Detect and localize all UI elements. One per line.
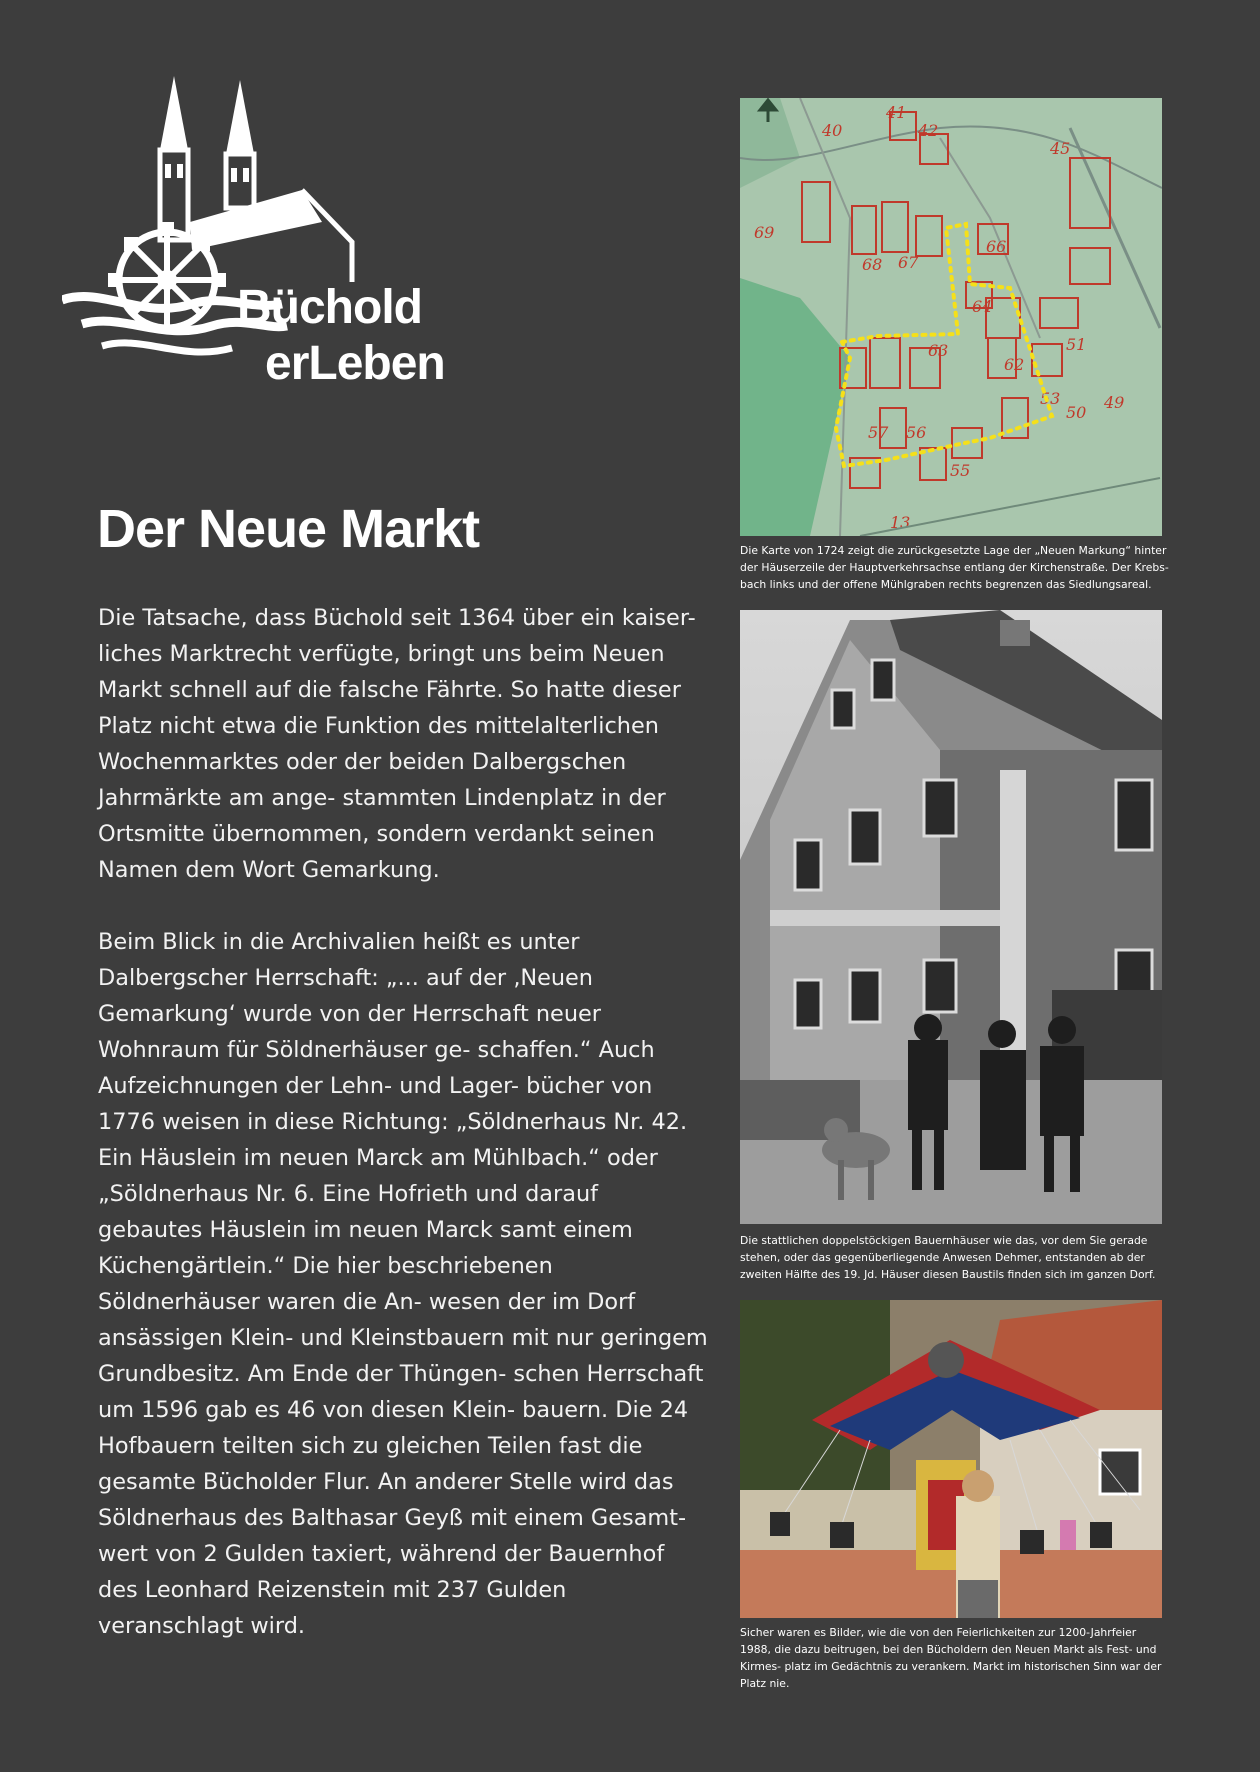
farmhouse-photo: [740, 610, 1162, 1224]
page-title: Der Neue Markt: [97, 499, 480, 559]
map-number: 56: [906, 423, 927, 442]
logo-text-erleben: erLeben: [265, 337, 445, 390]
map-number: 49: [1104, 393, 1125, 412]
map-number: 41: [886, 103, 907, 122]
paragraph: Die Tatsache, dass Büchold seit 1364 über ein kaiser- liches Marktrecht verfügte, bringt uns beim Neuen Markt schnell auf die falsche Fährte. So hatte dieser Platz nicht etwa die Funktion des mittelalterlichen Wochenmarktes oder der beiden Dalbergschen Jahrmärkte am ange- stammten Lindenplatz in der Ortsmitte übernommen, sondern verdankt seinen Namen dem Wort Gemarkung.: [98, 605, 696, 883]
carousel-photo: [740, 1300, 1162, 1618]
logo: [62, 72, 445, 392]
map-number: 64: [972, 297, 993, 316]
map-number: 50: [1066, 403, 1087, 422]
map-number: 69: [754, 223, 775, 242]
map-caption: Die Karte von 1724 zeigt die zurückgesetzte Lage der „Neuen Markung“ hinter der Häuserzeile der Hauptverkehrsachse entlang der Kirchenstraße. Der Krebs- bach links und der offene Mühlgraben rechts begrenzen das Siedlungsareal.: [740, 544, 1169, 591]
map-number: 45: [1050, 139, 1071, 158]
map-number: 57: [868, 423, 889, 442]
historic-map-image: [740, 98, 1162, 536]
logo-text-bueshold: Büchold: [237, 281, 422, 334]
map-number: 63: [928, 341, 949, 360]
map-number: 53: [1040, 389, 1061, 408]
article-body: [98, 600, 708, 1680]
carousel-caption: Sicher waren es Bilder, wie die von den Feierlichkeiten zur 1200-Jahrfeier 1988, die dazu beitrugen, bei den Bücholdern den Neuen Markt als Fest- und Kirmes- platz im Gedächtnis zu verankern. Markt im historischen Sinn war der Platz nie.: [740, 1626, 1162, 1690]
map-number: 62: [1004, 355, 1025, 374]
map-number: 55: [950, 461, 971, 480]
map-number: 42: [918, 121, 939, 140]
map-number: 67: [898, 253, 919, 272]
map-number: 13: [890, 513, 911, 532]
farmhouse-caption: Die stattlichen doppelstöckigen Bauernhäuser wie das, vor dem Sie gerade stehen, oder das gegenüberliegende Anwesen Dehmer, entstanden ab der zweiten Hälfte des 19. Jd. Häuser diesen Baustils finden sich im ganzen Dorf.: [740, 1234, 1156, 1281]
paragraph: Beim Blick in die Archivalien heißt es unter Dalbergscher Herrschaft: „... auf der ‚Neuen Gemarkung‘ wurde von der Herrschaft neuer Wohnraum für Söldnerhäuser ge- schaffen.“ Auch Aufzeichnungen der Lehn- und Lager- bücher von 1776 weisen in diese Richtung: „Söldnerhaus Nr. 42. Ein Häuslein im neuen Marck am Mühlbach.“ oder „Söldnerhaus Nr. 6. Eine Hofrieth und darauf gebautes Häuslein im neuen Marck samt einem Küchengärtlein.“ Die hier beschriebenen Söldnerhäuser waren die An- wesen der im Dorf ansässigen Klein- und Kleinstbauern mit nur geringem Grundbesitz. Am Ende der Thüngen- schen Herrschaft um 1596 gab es 46 von diesen Klein- bauern. Die 24 Hofbauern teilten sich zu gleichen Teilen fast die gesamte Bücholder Flur. An anderer Stelle wird das Söldnerhaus des Balthasar Geyß mit einem Gesamt- wert von 2 Gulden taxiert, während der Bauernhof des Leonhard Reizenstein mit 237 Gulden veranschlagt wird.: [98, 929, 708, 1639]
map-number: 66: [986, 237, 1007, 256]
map-number: 40: [822, 121, 843, 140]
map-number: 51: [1066, 335, 1087, 354]
map-number: 68: [862, 255, 883, 274]
